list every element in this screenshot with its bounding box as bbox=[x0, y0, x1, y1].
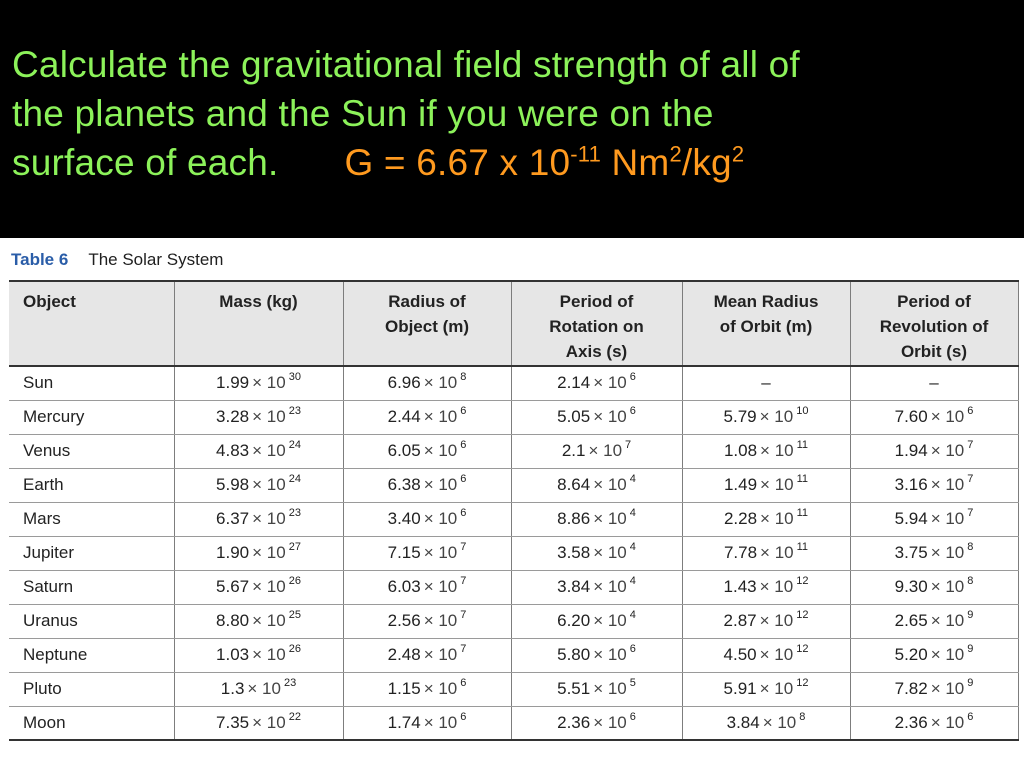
table-row bbox=[9, 672, 1018, 706]
times-sign: × 10 bbox=[930, 712, 965, 732]
times-sign: × 10 bbox=[252, 712, 286, 732]
formula-unit-nm: Nm bbox=[601, 142, 670, 183]
radius-cell bbox=[343, 638, 511, 672]
object-name-cell: Mars bbox=[9, 502, 174, 536]
value-exponent: 23 bbox=[283, 677, 297, 689]
value-mantissa: 2.87 bbox=[723, 611, 757, 630]
revolution-cell bbox=[850, 672, 1018, 706]
value-mantissa: 6.03 bbox=[387, 577, 421, 596]
times-sign: × 10 bbox=[930, 645, 965, 664]
times-sign: × 10 bbox=[762, 712, 797, 732]
value-exponent: 11 bbox=[796, 439, 809, 451]
value-exponent: 8 bbox=[967, 541, 974, 553]
times-sign: × 10 bbox=[593, 611, 627, 630]
orbit-radius-cell bbox=[682, 706, 850, 740]
value-exponent: 26 bbox=[288, 575, 301, 587]
value-mantissa: 3.40 bbox=[387, 509, 421, 528]
times-sign: × 10 bbox=[423, 407, 458, 426]
times-sign: × 10 bbox=[593, 577, 627, 596]
times-sign: × 10 bbox=[252, 509, 286, 528]
times-sign: × 10 bbox=[423, 577, 458, 596]
object-name-cell: Mercury bbox=[9, 400, 174, 434]
value-mantissa: 2.36 bbox=[894, 712, 928, 732]
times-sign: × 10 bbox=[252, 475, 286, 494]
value-mantissa: 3.58 bbox=[557, 543, 591, 562]
value-mantissa: 7.82 bbox=[894, 679, 928, 698]
table-row bbox=[9, 536, 1018, 570]
times-sign: × 10 bbox=[593, 509, 627, 528]
revolution-cell bbox=[850, 434, 1018, 468]
heading-line-1: Calculate the gravitational field strength of all of bbox=[12, 44, 800, 85]
mass-cell bbox=[174, 468, 343, 502]
orbit-radius-cell bbox=[682, 468, 850, 502]
value-exponent: 6 bbox=[460, 710, 467, 723]
value-exponent: 9 bbox=[967, 643, 974, 655]
object-name-cell: Neptune bbox=[9, 638, 174, 672]
revolution-cell bbox=[850, 536, 1018, 570]
value-exponent: 12 bbox=[796, 609, 809, 621]
value-mantissa: 5.91 bbox=[723, 679, 757, 698]
mass-cell bbox=[174, 570, 343, 604]
value-mantissa: 3.28 bbox=[216, 407, 250, 426]
rotation-cell bbox=[511, 672, 682, 706]
table-caption bbox=[11, 250, 223, 270]
value-exponent: 8 bbox=[967, 575, 974, 587]
times-sign: × 10 bbox=[930, 441, 965, 460]
orbit-radius-cell bbox=[682, 502, 850, 536]
times-sign: × 10 bbox=[759, 645, 794, 664]
value-mantissa: 1.03 bbox=[216, 645, 250, 664]
value-exponent: 24 bbox=[288, 439, 301, 451]
times-sign: × 10 bbox=[930, 679, 965, 698]
times-sign: × 10 bbox=[930, 577, 965, 596]
value-mantissa: 1.99 bbox=[216, 373, 250, 393]
times-sign: × 10 bbox=[930, 407, 965, 426]
times-sign: × 10 bbox=[252, 577, 286, 596]
value-exponent: 6 bbox=[629, 371, 636, 384]
value-exponent: 12 bbox=[796, 677, 809, 689]
mass-cell bbox=[174, 604, 343, 638]
object-name-cell: Saturn bbox=[9, 570, 174, 604]
value-exponent: 9 bbox=[967, 677, 974, 689]
value-mantissa: 5.94 bbox=[894, 509, 928, 528]
value-mantissa: 3.75 bbox=[894, 543, 928, 562]
value-mantissa: 6.20 bbox=[557, 611, 591, 630]
times-sign: × 10 bbox=[423, 712, 458, 732]
rotation-cell bbox=[511, 536, 682, 570]
revolution-cell bbox=[850, 366, 1018, 400]
value-mantissa: – bbox=[929, 373, 939, 393]
value-exponent: 6 bbox=[629, 643, 636, 655]
value-exponent: 11 bbox=[796, 507, 809, 519]
column-header bbox=[343, 281, 511, 366]
times-sign: × 10 bbox=[423, 645, 458, 664]
radius-cell bbox=[343, 672, 511, 706]
column-header bbox=[9, 281, 174, 366]
mass-cell bbox=[174, 366, 343, 400]
table-row bbox=[9, 400, 1018, 434]
value-mantissa: 5.79 bbox=[723, 407, 757, 426]
value-exponent: 7 bbox=[967, 507, 974, 519]
column-header-line: Axis (s) bbox=[565, 342, 628, 361]
mass-cell bbox=[174, 434, 343, 468]
value-exponent: 6 bbox=[460, 439, 467, 451]
value-exponent: 6 bbox=[967, 405, 974, 417]
value-exponent: 12 bbox=[796, 643, 809, 655]
value-exponent: 9 bbox=[967, 609, 974, 621]
revolution-cell bbox=[850, 468, 1018, 502]
orbit-radius-cell bbox=[682, 672, 850, 706]
value-mantissa: 1.43 bbox=[723, 577, 757, 596]
value-exponent: 4 bbox=[629, 507, 636, 519]
times-sign: × 10 bbox=[423, 679, 458, 698]
times-sign: × 10 bbox=[760, 543, 794, 562]
column-header-line: Mass (kg) bbox=[219, 292, 298, 311]
value-mantissa: 2.65 bbox=[894, 611, 928, 630]
times-sign: × 10 bbox=[593, 645, 627, 664]
value-mantissa: 1.49 bbox=[723, 475, 758, 494]
times-sign: × 10 bbox=[252, 373, 286, 393]
value-exponent: 7 bbox=[460, 541, 467, 553]
value-mantissa: 7.78 bbox=[723, 543, 758, 562]
times-sign: × 10 bbox=[593, 407, 627, 426]
rotation-cell bbox=[511, 400, 682, 434]
value-exponent: 4 bbox=[629, 541, 636, 553]
value-exponent: 6 bbox=[460, 507, 467, 519]
value-exponent: 7 bbox=[967, 439, 974, 451]
heading-line-3-text: surface of each. bbox=[12, 142, 279, 183]
column-header-line: of Orbit (m) bbox=[719, 317, 813, 336]
times-sign: × 10 bbox=[759, 679, 794, 698]
revolution-cell bbox=[850, 570, 1018, 604]
value-mantissa: 4.83 bbox=[216, 441, 250, 460]
value-exponent: 25 bbox=[288, 609, 301, 621]
value-mantissa: 8.64 bbox=[557, 475, 591, 494]
object-name-cell: Pluto bbox=[9, 672, 174, 706]
mass-cell bbox=[174, 706, 343, 740]
orbit-radius-cell bbox=[682, 366, 850, 400]
column-header bbox=[174, 281, 343, 366]
value-exponent: 10 bbox=[796, 405, 809, 417]
revolution-cell bbox=[850, 604, 1018, 638]
orbit-radius-cell bbox=[682, 638, 850, 672]
times-sign: × 10 bbox=[252, 645, 286, 664]
radius-cell bbox=[343, 502, 511, 536]
times-sign: × 10 bbox=[760, 441, 794, 460]
value-mantissa: 6.05 bbox=[387, 441, 421, 460]
radius-cell bbox=[343, 604, 511, 638]
column-header bbox=[511, 281, 682, 366]
value-exponent: 23 bbox=[288, 507, 301, 519]
table-row bbox=[9, 570, 1018, 604]
times-sign: × 10 bbox=[423, 441, 458, 460]
value-exponent: 6 bbox=[629, 405, 636, 417]
orbit-radius-cell bbox=[682, 570, 850, 604]
value-exponent: 26 bbox=[288, 643, 301, 655]
formula-exponent: -11 bbox=[570, 141, 602, 167]
value-mantissa: 6.96 bbox=[387, 373, 421, 393]
table-row bbox=[9, 604, 1018, 638]
radius-cell bbox=[343, 366, 511, 400]
value-mantissa: 5.05 bbox=[557, 407, 591, 426]
times-sign: × 10 bbox=[593, 373, 627, 393]
mass-cell bbox=[174, 536, 343, 570]
table-title: The Solar System bbox=[88, 250, 224, 269]
formula-unit-kg: /kg bbox=[681, 142, 732, 183]
object-name-cell: Venus bbox=[9, 434, 174, 468]
radius-cell bbox=[343, 468, 511, 502]
slide-heading bbox=[12, 40, 1012, 187]
value-mantissa: 5.51 bbox=[557, 679, 591, 698]
value-mantissa: 7.15 bbox=[387, 543, 421, 562]
value-exponent: 7 bbox=[625, 439, 632, 451]
value-exponent: 12 bbox=[796, 575, 809, 587]
rotation-cell bbox=[511, 706, 682, 740]
value-exponent: 7 bbox=[460, 575, 467, 587]
value-mantissa: 3.84 bbox=[557, 577, 591, 596]
revolution-cell bbox=[850, 638, 1018, 672]
formula-prefix: G = 6.67 x 10 bbox=[344, 142, 571, 183]
value-exponent: 6 bbox=[460, 405, 467, 417]
object-name-cell: Uranus bbox=[9, 604, 174, 638]
times-sign: × 10 bbox=[930, 543, 965, 562]
heading-line-3 bbox=[12, 138, 1012, 187]
value-mantissa: 8.86 bbox=[557, 509, 591, 528]
times-sign: × 10 bbox=[759, 577, 794, 596]
times-sign: × 10 bbox=[423, 373, 458, 393]
times-sign: × 10 bbox=[252, 441, 286, 460]
times-sign: × 10 bbox=[930, 509, 965, 528]
orbit-radius-cell bbox=[682, 400, 850, 434]
times-sign: × 10 bbox=[930, 475, 965, 494]
value-mantissa: 1.3 bbox=[220, 679, 245, 698]
value-exponent: 7 bbox=[460, 643, 467, 655]
value-exponent: 4 bbox=[629, 473, 636, 485]
value-mantissa: 1.15 bbox=[387, 679, 421, 698]
mass-cell bbox=[174, 400, 343, 434]
value-exponent: 5 bbox=[629, 677, 636, 689]
orbit-radius-cell bbox=[682, 434, 850, 468]
times-sign: × 10 bbox=[759, 407, 794, 426]
revolution-cell bbox=[850, 706, 1018, 740]
gravitational-constant-formula bbox=[344, 142, 744, 183]
times-sign: × 10 bbox=[423, 543, 458, 562]
heading-line-2: the planets and the Sun if you were on the bbox=[12, 93, 714, 134]
value-exponent: 7 bbox=[967, 473, 974, 485]
object-name-cell: Sun bbox=[9, 366, 174, 400]
formula-unit-kg-exponent: 2 bbox=[731, 141, 745, 167]
table-row bbox=[9, 502, 1018, 536]
value-exponent: 8 bbox=[799, 710, 806, 723]
value-mantissa: 5.67 bbox=[216, 577, 250, 596]
value-exponent: 30 bbox=[288, 371, 301, 384]
column-header-line: Revolution of bbox=[879, 317, 989, 336]
value-exponent: 8 bbox=[460, 371, 467, 384]
rotation-cell bbox=[511, 604, 682, 638]
column-header-line: Rotation on bbox=[549, 317, 644, 336]
value-mantissa: 2.1 bbox=[561, 441, 586, 460]
times-sign: × 10 bbox=[252, 543, 286, 562]
value-mantissa: 5.80 bbox=[557, 645, 591, 664]
value-exponent: 11 bbox=[796, 541, 809, 553]
radius-cell bbox=[343, 536, 511, 570]
revolution-cell bbox=[850, 400, 1018, 434]
table-row bbox=[9, 468, 1018, 502]
orbit-radius-cell bbox=[682, 604, 850, 638]
table-body bbox=[9, 366, 1018, 740]
value-mantissa: 2.28 bbox=[723, 509, 758, 528]
column-header bbox=[850, 281, 1018, 366]
table-number: Table 6 bbox=[11, 250, 69, 269]
value-mantissa: 1.94 bbox=[894, 441, 928, 460]
times-sign: × 10 bbox=[588, 441, 623, 460]
table-header-row bbox=[9, 281, 1018, 366]
mass-cell bbox=[174, 502, 343, 536]
value-mantissa: 2.36 bbox=[557, 712, 591, 732]
rotation-cell bbox=[511, 570, 682, 604]
value-exponent: 6 bbox=[629, 710, 636, 723]
times-sign: × 10 bbox=[759, 611, 794, 630]
table-row bbox=[9, 434, 1018, 468]
radius-cell bbox=[343, 434, 511, 468]
object-name-cell: Earth bbox=[9, 468, 174, 502]
times-sign: × 10 bbox=[593, 543, 627, 562]
value-mantissa: 6.38 bbox=[387, 475, 421, 494]
solar-system-table bbox=[9, 280, 1019, 741]
value-exponent: 22 bbox=[288, 710, 301, 723]
radius-cell bbox=[343, 706, 511, 740]
times-sign: × 10 bbox=[593, 712, 627, 732]
value-mantissa: 1.90 bbox=[216, 543, 250, 562]
value-mantissa: 5.20 bbox=[894, 645, 928, 664]
rotation-cell bbox=[511, 366, 682, 400]
times-sign: × 10 bbox=[423, 509, 458, 528]
times-sign: × 10 bbox=[930, 611, 965, 630]
table-row bbox=[9, 638, 1018, 672]
value-mantissa: 7.35 bbox=[216, 712, 250, 732]
times-sign: × 10 bbox=[247, 679, 281, 698]
table-row bbox=[9, 706, 1018, 740]
value-mantissa: 7.60 bbox=[894, 407, 928, 426]
value-mantissa: 3.16 bbox=[894, 475, 928, 494]
radius-cell bbox=[343, 400, 511, 434]
times-sign: × 10 bbox=[593, 475, 627, 494]
radius-cell bbox=[343, 570, 511, 604]
value-exponent: 7 bbox=[460, 609, 467, 621]
times-sign: × 10 bbox=[252, 611, 286, 630]
column-header-line: Mean Radius bbox=[713, 292, 819, 311]
value-mantissa: 2.48 bbox=[387, 645, 421, 664]
times-sign: × 10 bbox=[252, 407, 286, 426]
column-header-line: Object (m) bbox=[384, 317, 470, 336]
value-mantissa: 8.80 bbox=[216, 611, 250, 630]
value-mantissa: 5.98 bbox=[216, 475, 250, 494]
value-exponent: 11 bbox=[796, 473, 809, 485]
revolution-cell bbox=[850, 502, 1018, 536]
column-header-line: Period of bbox=[559, 292, 634, 311]
object-name-cell: Moon bbox=[9, 706, 174, 740]
mass-cell bbox=[174, 672, 343, 706]
table-row bbox=[9, 366, 1018, 400]
value-mantissa: 4.50 bbox=[723, 645, 757, 664]
value-exponent: 4 bbox=[629, 609, 636, 621]
value-mantissa: 1.74 bbox=[387, 712, 421, 732]
value-exponent: 24 bbox=[288, 473, 301, 485]
orbit-radius-cell bbox=[682, 536, 850, 570]
mass-cell bbox=[174, 638, 343, 672]
value-exponent: 27 bbox=[288, 541, 301, 553]
value-mantissa: 2.14 bbox=[557, 373, 591, 393]
object-name-cell: Jupiter bbox=[9, 536, 174, 570]
value-mantissa: 3.84 bbox=[726, 712, 760, 732]
times-sign: × 10 bbox=[760, 509, 794, 528]
value-mantissa: – bbox=[761, 373, 771, 393]
value-mantissa: 2.56 bbox=[387, 611, 421, 630]
value-exponent: 6 bbox=[460, 473, 467, 485]
value-exponent: 4 bbox=[629, 575, 636, 587]
value-mantissa: 9.30 bbox=[894, 577, 928, 596]
value-exponent: 6 bbox=[967, 710, 974, 723]
rotation-cell bbox=[511, 468, 682, 502]
column-header-line: Period of bbox=[897, 292, 971, 311]
times-sign: × 10 bbox=[423, 475, 458, 494]
column-header-line: Orbit (s) bbox=[900, 342, 968, 361]
value-mantissa: 6.37 bbox=[216, 509, 250, 528]
rotation-cell bbox=[511, 502, 682, 536]
rotation-cell bbox=[511, 434, 682, 468]
column-header-line: Radius of bbox=[388, 292, 466, 311]
value-exponent: 6 bbox=[460, 677, 467, 689]
column-header-line: Object bbox=[23, 292, 76, 311]
value-mantissa: 1.08 bbox=[723, 441, 758, 460]
value-exponent: 23 bbox=[288, 405, 301, 417]
times-sign: × 10 bbox=[423, 611, 458, 630]
formula-unit-nm-exponent: 2 bbox=[669, 141, 682, 167]
value-mantissa: 2.44 bbox=[387, 407, 421, 426]
column-header bbox=[682, 281, 850, 366]
times-sign: × 10 bbox=[593, 679, 627, 698]
times-sign: × 10 bbox=[760, 475, 794, 494]
rotation-cell bbox=[511, 638, 682, 672]
